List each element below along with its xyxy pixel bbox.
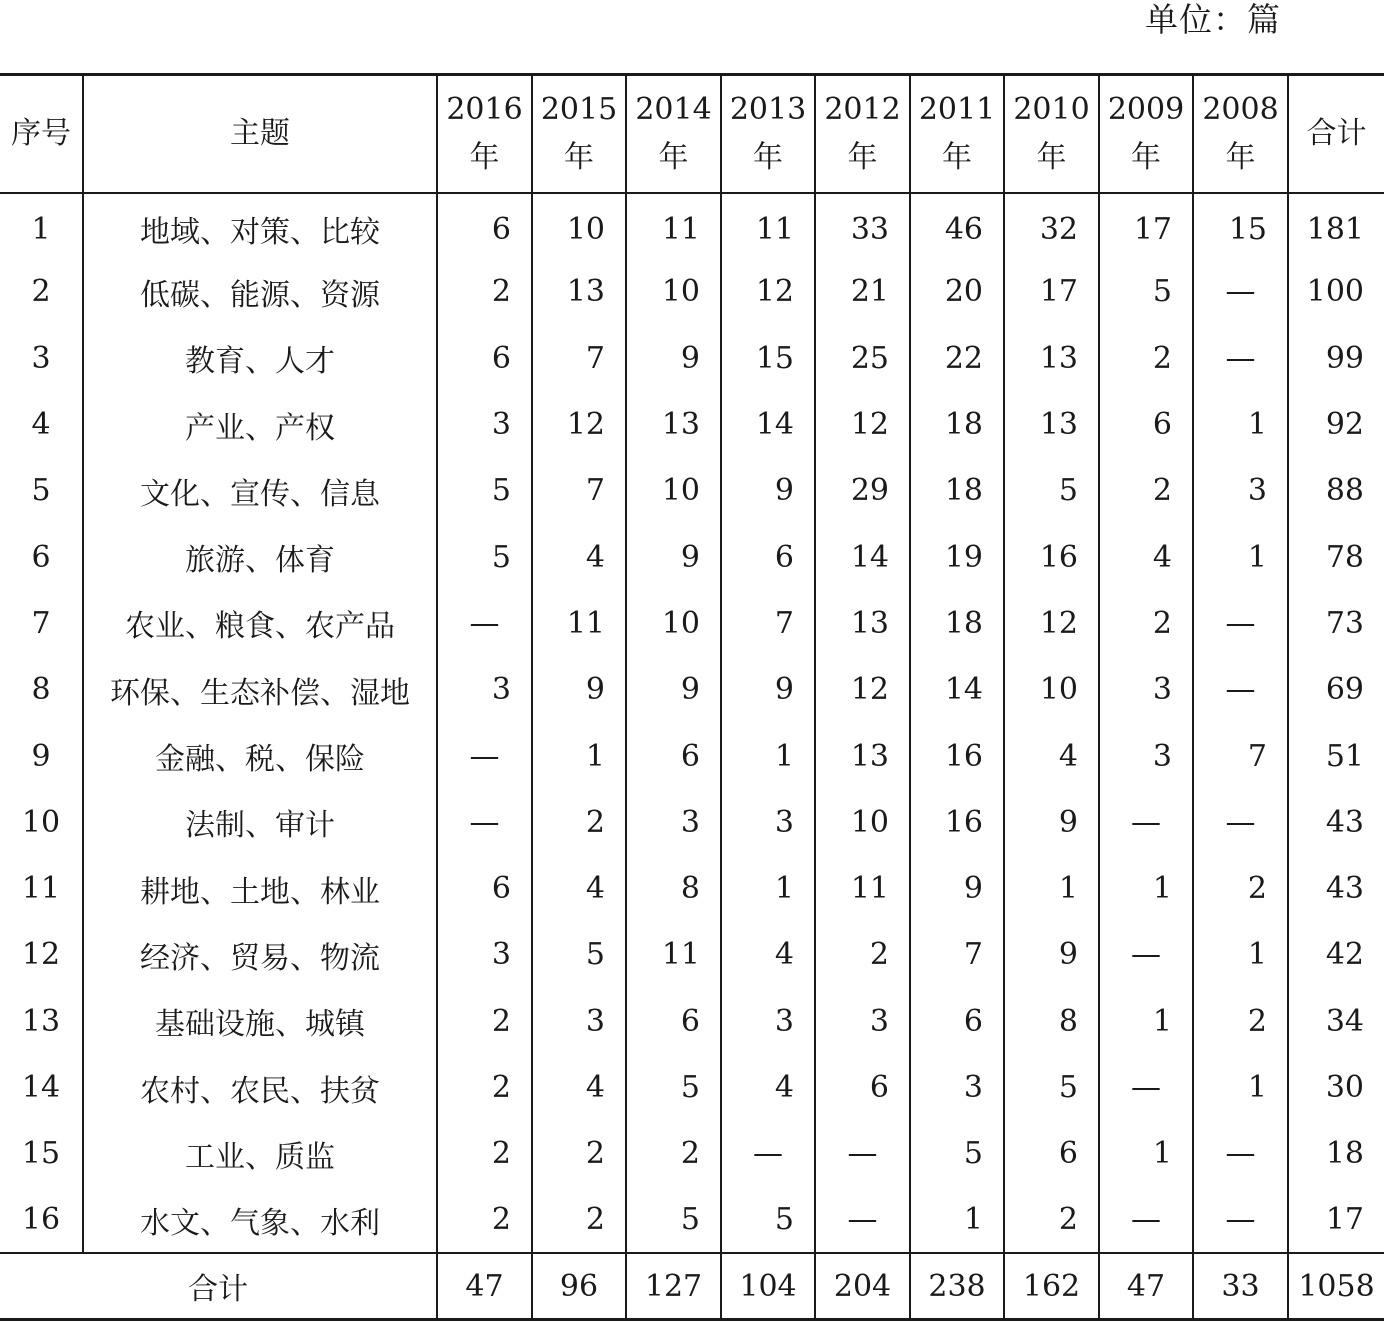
row-year-value: 5 xyxy=(1004,1054,1099,1120)
table-row xyxy=(0,855,1384,921)
row-year-value: 2 xyxy=(1193,988,1288,1054)
row-year-value: 33 xyxy=(815,193,910,259)
row-total: 43 xyxy=(1288,789,1384,855)
row-topic: 耕地、土地、林业 xyxy=(83,855,437,921)
row-year-value: 5 xyxy=(721,1187,815,1253)
table-row xyxy=(0,590,1384,656)
row-year-value: 32 xyxy=(1004,193,1099,259)
row-index: 1 xyxy=(31,211,51,247)
row-year-value: 4 xyxy=(721,922,815,988)
header-topic: 主题 xyxy=(83,75,437,193)
row-index: 7 xyxy=(31,605,51,641)
row-year-value: 8 xyxy=(1004,988,1099,1054)
row-year-value: — xyxy=(437,590,532,656)
row-year-value: 14 xyxy=(910,657,1004,723)
header-index: 序号 xyxy=(0,75,83,193)
row-year-value: — xyxy=(437,789,532,855)
totals-cell: 104 xyxy=(721,1253,815,1319)
header-total: 合计 xyxy=(1288,75,1384,193)
totals-cell: 47 xyxy=(437,1253,532,1319)
row-year-value: 17 xyxy=(1004,259,1099,325)
row-year-value: 8 xyxy=(626,855,721,921)
row-topic: 产业、产权 xyxy=(83,391,437,457)
row-year-value: 46 xyxy=(910,193,1004,259)
table-row xyxy=(0,922,1384,988)
header-year: 2009 年 xyxy=(1099,75,1193,193)
row-year-value: 2 xyxy=(815,922,910,988)
row-year-value: 11 xyxy=(721,193,815,259)
row-year-value: 1 xyxy=(910,1187,1004,1253)
row-year-value: 1 xyxy=(1193,1054,1288,1120)
row-topic: 农村、农民、扶贫 xyxy=(83,1054,437,1120)
row-year-value: 13 xyxy=(815,723,910,789)
row-index: 10 xyxy=(21,804,61,840)
row-year-value: 15 xyxy=(1193,193,1288,259)
row-year-value: 7 xyxy=(910,922,1004,988)
row-total: 30 xyxy=(1288,1054,1384,1120)
row-year-value: 4 xyxy=(532,855,626,921)
row-year-value: 12 xyxy=(1004,590,1099,656)
row-year-value: 5 xyxy=(1099,259,1193,325)
row-year-value: 6 xyxy=(1004,1121,1099,1187)
row-year-value: 5 xyxy=(437,458,532,524)
totals-cell: 204 xyxy=(815,1253,910,1319)
row-index: 13 xyxy=(21,1003,61,1039)
row-year-value: 18 xyxy=(910,590,1004,656)
row-year-value: 2 xyxy=(437,259,532,325)
row-year-value: 1 xyxy=(1099,1121,1193,1187)
table-row xyxy=(0,988,1384,1054)
row-year-value: 9 xyxy=(1004,922,1099,988)
row-year-value: 16 xyxy=(910,789,1004,855)
row-total: 51 xyxy=(1288,723,1384,789)
row-year-value: 5 xyxy=(910,1121,1004,1187)
header-year: 2012 年 xyxy=(815,75,910,193)
row-year-value: 3 xyxy=(815,988,910,1054)
row-year-value: — xyxy=(1193,1187,1288,1253)
table-row xyxy=(0,1054,1384,1120)
row-year-value: 1 xyxy=(721,855,815,921)
row-year-value: 6 xyxy=(1099,391,1193,457)
row-year-value: 12 xyxy=(815,657,910,723)
row-year-value: 17 xyxy=(1099,193,1193,259)
row-total: 88 xyxy=(1288,458,1384,524)
row-topic: 金融、税、保险 xyxy=(83,723,437,789)
row-year-value: 10 xyxy=(626,590,721,656)
table-body xyxy=(0,193,1384,1254)
row-year-value: 1 xyxy=(1099,855,1193,921)
row-year-value: 5 xyxy=(1004,458,1099,524)
row-year-value: 3 xyxy=(721,988,815,1054)
row-year-value: 6 xyxy=(437,193,532,259)
row-topic: 文化、宣传、信息 xyxy=(83,458,437,524)
row-topic: 工业、质监 xyxy=(83,1121,437,1187)
totals-cell: 238 xyxy=(910,1253,1004,1319)
row-year-value: — xyxy=(1099,1187,1193,1253)
row-year-value: 22 xyxy=(910,325,1004,391)
row-total: 181 xyxy=(1288,193,1384,259)
row-topic: 法制、审计 xyxy=(83,789,437,855)
table-row xyxy=(0,789,1384,855)
row-year-value: — xyxy=(1099,1054,1193,1120)
row-year-value: 6 xyxy=(910,988,1004,1054)
row-year-value: 9 xyxy=(1004,789,1099,855)
row-total: 69 xyxy=(1288,657,1384,723)
statistics-table xyxy=(0,73,1384,1321)
row-year-value: 9 xyxy=(721,657,815,723)
header-year: 2014 年 xyxy=(626,75,721,193)
row-year-value: 4 xyxy=(532,524,626,590)
row-year-value: 2 xyxy=(1099,325,1193,391)
row-year-value: 10 xyxy=(532,193,626,259)
row-index: 16 xyxy=(21,1202,61,1238)
row-year-value: 5 xyxy=(437,524,532,590)
row-year-value: 13 xyxy=(1004,325,1099,391)
row-year-value: 6 xyxy=(721,524,815,590)
row-year-value: 2 xyxy=(532,1121,626,1187)
row-year-value: 13 xyxy=(532,259,626,325)
row-year-value: 2 xyxy=(1004,1187,1099,1253)
row-index: 9 xyxy=(31,738,51,774)
row-year-value: 9 xyxy=(626,325,721,391)
row-year-value: 2 xyxy=(626,1121,721,1187)
row-year-value: 16 xyxy=(910,723,1004,789)
row-total: 73 xyxy=(1288,590,1384,656)
row-year-value: 9 xyxy=(721,458,815,524)
row-year-value: 7 xyxy=(532,458,626,524)
row-topic: 经济、贸易、物流 xyxy=(83,922,437,988)
row-year-value: 10 xyxy=(626,458,721,524)
row-total: 18 xyxy=(1288,1121,1384,1187)
row-year-value: 11 xyxy=(532,590,626,656)
row-year-value: 7 xyxy=(1193,723,1288,789)
row-year-value: 10 xyxy=(1004,657,1099,723)
row-topic: 旅游、体育 xyxy=(83,524,437,590)
row-year-value: 6 xyxy=(815,1054,910,1120)
row-year-value: 4 xyxy=(721,1054,815,1120)
row-year-value: 11 xyxy=(815,855,910,921)
table-row xyxy=(0,391,1384,457)
totals-label: 合计 xyxy=(0,1253,437,1319)
row-year-value: 9 xyxy=(532,657,626,723)
row-year-value: 1 xyxy=(1099,988,1193,1054)
row-year-value: 3 xyxy=(910,1054,1004,1120)
row-index: 8 xyxy=(31,672,51,708)
row-year-value: 1 xyxy=(1193,391,1288,457)
row-year-value: 12 xyxy=(532,391,626,457)
table-row xyxy=(0,259,1384,325)
row-total: 100 xyxy=(1288,259,1384,325)
row-year-value: 2 xyxy=(1193,855,1288,921)
row-year-value: 13 xyxy=(815,590,910,656)
row-year-value: 1 xyxy=(721,723,815,789)
row-year-value: 13 xyxy=(1004,391,1099,457)
row-year-value: 2 xyxy=(437,988,532,1054)
row-total: 43 xyxy=(1288,855,1384,921)
row-year-value: 7 xyxy=(532,325,626,391)
row-year-value: 4 xyxy=(1004,723,1099,789)
header-year: 2008 年 xyxy=(1193,75,1288,193)
row-year-value: 11 xyxy=(626,922,721,988)
row-year-value: 3 xyxy=(1193,458,1288,524)
row-year-value: 3 xyxy=(437,657,532,723)
table-row xyxy=(0,1187,1384,1253)
row-year-value: — xyxy=(1193,657,1288,723)
row-year-value: 9 xyxy=(910,855,1004,921)
row-index: 11 xyxy=(21,871,61,907)
row-year-value: 5 xyxy=(626,1187,721,1253)
row-year-value: 2 xyxy=(437,1054,532,1120)
row-total: 42 xyxy=(1288,922,1384,988)
row-index: 3 xyxy=(31,340,51,376)
row-topic: 基础设施、城镇 xyxy=(83,988,437,1054)
table-row xyxy=(0,1121,1384,1187)
row-year-value: — xyxy=(1193,789,1288,855)
row-year-value: — xyxy=(815,1187,910,1253)
table-row xyxy=(0,458,1384,524)
table-row xyxy=(0,524,1384,590)
row-year-value: — xyxy=(815,1121,910,1187)
row-year-value: 5 xyxy=(532,922,626,988)
row-year-value: — xyxy=(1099,789,1193,855)
row-topic: 农业、粮食、农产品 xyxy=(83,590,437,656)
totals-cell: 33 xyxy=(1193,1253,1288,1319)
row-year-value: — xyxy=(1099,922,1193,988)
totals-cell: 96 xyxy=(532,1253,626,1319)
row-year-value: 19 xyxy=(910,524,1004,590)
row-index: 6 xyxy=(31,539,51,575)
row-year-value: 3 xyxy=(437,391,532,457)
header-year: 2016 年 xyxy=(437,75,532,193)
row-year-value: 5 xyxy=(626,1054,721,1120)
header-year: 2011 年 xyxy=(910,75,1004,193)
row-year-value: 9 xyxy=(626,657,721,723)
row-year-value: 14 xyxy=(815,524,910,590)
row-year-value: 2 xyxy=(1099,458,1193,524)
row-year-value: 21 xyxy=(815,259,910,325)
row-year-value: 3 xyxy=(532,988,626,1054)
row-index: 12 xyxy=(21,937,61,973)
row-year-value: 4 xyxy=(532,1054,626,1120)
totals-cell: 162 xyxy=(1004,1253,1099,1319)
row-year-value: 11 xyxy=(626,193,721,259)
row-year-value: 14 xyxy=(721,391,815,457)
row-year-value: 10 xyxy=(626,259,721,325)
row-year-value: 6 xyxy=(437,855,532,921)
row-total: 17 xyxy=(1288,1187,1384,1253)
row-year-value: 6 xyxy=(626,988,721,1054)
row-year-value: 12 xyxy=(721,259,815,325)
row-year-value: 3 xyxy=(437,922,532,988)
table-row xyxy=(0,723,1384,789)
row-index: 4 xyxy=(31,407,51,443)
row-year-value: — xyxy=(1193,325,1288,391)
header-row xyxy=(0,75,1384,193)
row-year-value: 6 xyxy=(437,325,532,391)
row-year-value: 3 xyxy=(1099,723,1193,789)
table-row xyxy=(0,657,1384,723)
row-index: 15 xyxy=(21,1136,61,1172)
row-year-value: 2 xyxy=(532,1187,626,1253)
row-year-value: — xyxy=(1193,590,1288,656)
row-year-value: 3 xyxy=(721,789,815,855)
row-year-value: — xyxy=(721,1121,815,1187)
row-year-value: 6 xyxy=(626,723,721,789)
row-total: 92 xyxy=(1288,391,1384,457)
row-topic: 环保、生态补偿、湿地 xyxy=(83,657,437,723)
row-year-value: 16 xyxy=(1004,524,1099,590)
row-year-value: 29 xyxy=(815,458,910,524)
row-year-value: 3 xyxy=(626,789,721,855)
row-year-value: 20 xyxy=(910,259,1004,325)
row-year-value: 13 xyxy=(626,391,721,457)
row-total: 78 xyxy=(1288,524,1384,590)
row-year-value: 9 xyxy=(626,524,721,590)
row-index: 5 xyxy=(31,473,51,509)
row-year-value: 12 xyxy=(815,391,910,457)
row-topic: 水文、气象、水利 xyxy=(83,1187,437,1253)
row-topic: 低碳、能源、资源 xyxy=(83,259,437,325)
row-year-value: — xyxy=(1193,1121,1288,1187)
row-index: 2 xyxy=(31,274,51,310)
row-index: 14 xyxy=(21,1070,61,1105)
row-year-value: 15 xyxy=(721,325,815,391)
row-year-value: 1 xyxy=(1004,855,1099,921)
row-year-value: 1 xyxy=(1193,524,1288,590)
row-topic: 地域、对策、比较 xyxy=(83,193,437,259)
table-row xyxy=(0,325,1384,391)
row-year-value: 7 xyxy=(721,590,815,656)
row-year-value: 2 xyxy=(532,789,626,855)
row-year-value: 2 xyxy=(437,1187,532,1253)
row-year-value: — xyxy=(437,723,532,789)
header-year: 2010 年 xyxy=(1004,75,1099,193)
row-total: 34 xyxy=(1288,988,1384,1054)
totals-cell: 127 xyxy=(626,1253,721,1319)
row-topic: 教育、人才 xyxy=(83,325,437,391)
row-total: 99 xyxy=(1288,325,1384,391)
row-year-value: 2 xyxy=(437,1121,532,1187)
row-year-value: 25 xyxy=(815,325,910,391)
table-row xyxy=(0,193,1384,259)
unit-label: 单位：篇 xyxy=(1145,0,1281,39)
totals-cell: 47 xyxy=(1099,1253,1193,1319)
row-year-value: 18 xyxy=(910,458,1004,524)
row-year-value: 1 xyxy=(532,723,626,789)
header-year: 2013 年 xyxy=(721,75,815,193)
row-year-value: 4 xyxy=(1099,524,1193,590)
row-year-value: — xyxy=(1193,259,1288,325)
header-year: 2015 年 xyxy=(532,75,626,193)
totals-row xyxy=(0,1253,1384,1319)
totals-grand-total: 1058 xyxy=(1288,1253,1384,1319)
row-year-value: 1 xyxy=(1193,922,1288,988)
row-year-value: 3 xyxy=(1099,657,1193,723)
row-year-value: 2 xyxy=(1099,590,1193,656)
row-year-value: 10 xyxy=(815,789,910,855)
row-year-value: 18 xyxy=(910,391,1004,457)
